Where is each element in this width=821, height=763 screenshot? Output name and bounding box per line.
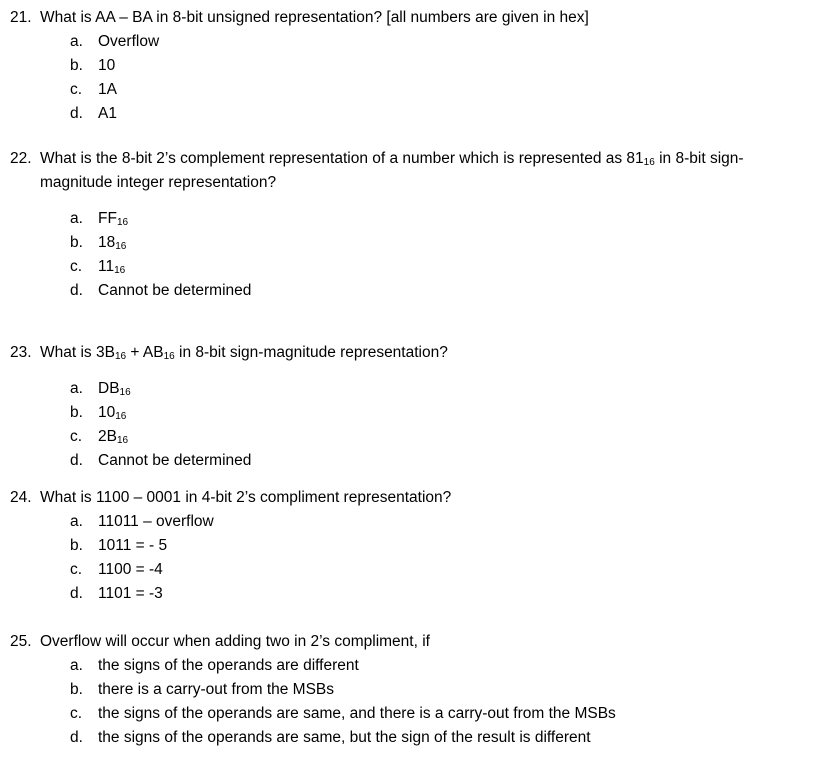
subscript: 16 [116,435,129,446]
option-d [10,582,810,606]
option-letter: d. [70,105,83,122]
option-letter: d. [70,729,83,746]
option-d [10,726,810,750]
option-text [98,425,128,449]
option-letter: b. [70,404,83,421]
question-23 [10,341,810,473]
option-d [10,102,810,126]
question-text: What is 1100 – 0001 in 4-bit 2’s compliment representation? [40,489,452,506]
option-letter: a. [70,513,83,530]
option-base: DB [98,380,120,397]
question-number: 25. [10,633,32,650]
option-letter: b. [70,234,83,251]
option-c [10,558,810,582]
option-text: 1A [98,81,117,98]
option-text: 1101 = -3 [98,585,163,602]
question-21-stem [10,6,810,30]
question-text: Overflow will occur when adding two in 2’s compliment, if [40,633,430,650]
question-text-part: What is the 8-bit 2’s complement representation of a number which is represented as 81 [40,150,644,167]
option-letter: a. [70,380,83,397]
subscript: 16 [115,411,127,422]
subscript: 16 [163,351,175,362]
options-list [10,30,810,126]
option-letter: a. [70,210,83,227]
option-b [10,534,810,558]
option-text: the signs of the operands are same, but the sign of the result is different [98,729,591,746]
option-text [98,231,126,255]
option-a [10,654,810,678]
question-text-part: in 8-bit sign-magnitude integer representation? [40,150,744,191]
question-number: 24. [10,489,32,506]
option-b [10,54,810,78]
option-text: Cannot be determined [98,282,252,299]
options-list [10,207,810,303]
options-list [10,510,810,606]
option-text [98,401,126,425]
option-text: 1100 = -4 [98,561,163,578]
option-a [10,30,810,54]
option-text: there is a carry-out from the MSBs [98,681,335,698]
option-base: 11 [98,258,115,275]
option-text: the signs of the operands are different [98,657,359,674]
subscript: 16 [116,217,129,228]
question-number: 23. [10,344,32,361]
question-text-part: What is 3B [40,344,115,361]
question-25 [10,630,810,750]
option-letter: c. [70,705,83,722]
question-21 [10,6,810,126]
option-base: 10 [98,404,116,421]
option-c [10,702,810,726]
option-letter: a. [70,657,83,674]
option-letter: d. [70,452,83,469]
option-base: FF [98,210,117,227]
question-text: What is AA – BA in 8-bit unsigned representation? [all numbers are given in hex] [40,9,589,26]
option-letter: c. [70,428,83,445]
option-b [10,231,810,255]
option-text: 1011 = - 5 [98,537,168,554]
option-a [10,207,810,231]
option-text [98,207,128,231]
option-c [10,255,810,279]
option-text: the signs of the operands are same, and there is a carry-out from the MSBs [98,705,616,722]
subscript: 16 [114,265,126,276]
question-24 [10,486,810,606]
question-text [40,147,810,195]
question-number: 22. [10,150,32,167]
question-number: 21. [10,9,32,26]
option-a [10,377,810,401]
option-letter: a. [70,33,83,50]
question-22 [10,147,810,303]
option-b [10,401,810,425]
option-d [10,449,810,473]
option-c [10,78,810,102]
option-letter: d. [70,585,83,602]
option-base: 18 [98,234,116,251]
option-text: A1 [98,105,117,122]
option-base: 2B [98,428,117,445]
options-list [10,377,810,473]
option-letter: c. [70,561,83,578]
question-23-stem [10,341,810,365]
option-text [98,255,125,279]
option-letter: b. [70,681,83,698]
subscript: 16 [119,387,131,398]
question-text-part: in 8-bit sign-magnitude representation? [179,344,448,361]
option-letter: d. [70,282,83,299]
question-text-part: + AB [126,344,164,361]
option-text: Cannot be determined [98,452,252,469]
option-letter: b. [70,57,83,74]
option-b [10,678,810,702]
question-22-stem [10,147,810,195]
subscript: 16 [114,351,127,362]
question-24-stem [10,486,810,510]
options-list [10,654,810,750]
option-text: Overflow [98,33,160,50]
option-c [10,425,810,449]
option-a [10,510,810,534]
option-letter: c. [70,258,83,275]
option-text [98,377,131,401]
option-letter: b. [70,537,83,554]
option-text: 11011 – overflow [98,513,214,530]
question-text [40,341,810,365]
option-letter: c. [70,81,83,98]
option-text: 10 [98,57,116,74]
question-25-stem [10,630,810,654]
subscript: 16 [115,241,127,252]
option-d [10,279,810,303]
subscript: 16 [643,157,655,168]
